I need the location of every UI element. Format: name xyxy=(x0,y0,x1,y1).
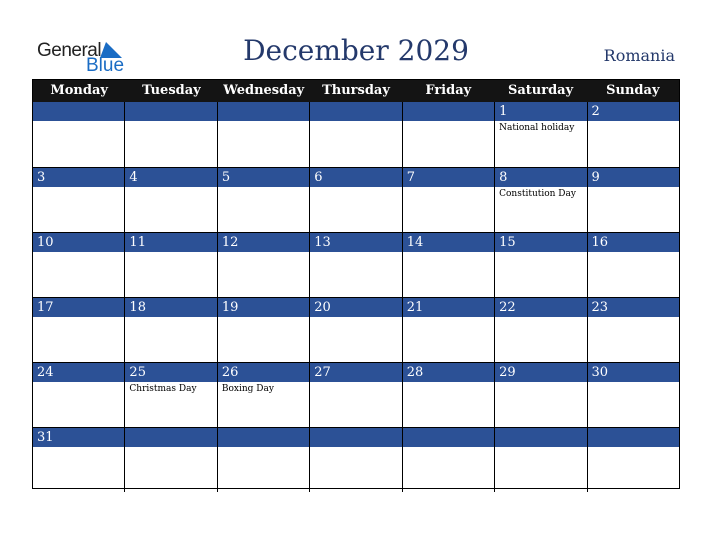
day-cell[interactable] xyxy=(217,233,309,297)
day-cell[interactable] xyxy=(217,428,309,492)
day-cell[interactable] xyxy=(124,102,216,167)
calendar-week-row xyxy=(33,232,679,297)
day-cell[interactable] xyxy=(402,428,494,492)
day-cell[interactable] xyxy=(402,298,494,362)
day-number: 25 xyxy=(125,363,216,382)
day-number: 30 xyxy=(588,363,679,382)
day-cell[interactable] xyxy=(33,233,124,297)
calendar-week-row xyxy=(33,427,679,492)
day-number: 29 xyxy=(495,363,586,382)
day-number: 31 xyxy=(33,428,124,447)
day-number: 4 xyxy=(125,168,216,187)
day-cell[interactable] xyxy=(587,168,679,232)
day-number: 22 xyxy=(495,298,586,317)
day-cell[interactable] xyxy=(33,168,124,232)
weekday-sunday: Sunday xyxy=(606,83,660,98)
day-number xyxy=(588,428,679,447)
holiday-label: Constitution Day xyxy=(499,189,576,199)
weekday-monday: Monday xyxy=(50,83,108,98)
day-number: 19 xyxy=(218,298,309,317)
day-cell[interactable] xyxy=(124,298,216,362)
day-cell[interactable] xyxy=(587,102,679,167)
day-number: 21 xyxy=(403,298,494,317)
day-cell[interactable] xyxy=(217,102,309,167)
day-cell[interactable] xyxy=(124,428,216,492)
day-number: 14 xyxy=(403,233,494,252)
day-cell[interactable] xyxy=(402,168,494,232)
day-cell[interactable] xyxy=(124,363,216,427)
day-number: 18 xyxy=(125,298,216,317)
weeks-container xyxy=(33,102,679,492)
day-cell[interactable] xyxy=(494,102,586,167)
calendar-week-row xyxy=(33,297,679,362)
weekday-wednesday: Wednesday xyxy=(223,83,305,98)
day-number xyxy=(403,428,494,447)
day-cell[interactable] xyxy=(309,233,401,297)
calendar-title: December 2029 xyxy=(243,34,469,67)
day-number: 2 xyxy=(588,102,679,121)
day-cell[interactable] xyxy=(309,428,401,492)
day-number: 17 xyxy=(33,298,124,317)
day-number: 3 xyxy=(33,168,124,187)
country-label: Romania xyxy=(603,46,675,65)
day-cell[interactable] xyxy=(217,168,309,232)
day-cell[interactable] xyxy=(309,298,401,362)
day-cell[interactable] xyxy=(309,363,401,427)
day-number: 6 xyxy=(310,168,401,187)
day-cell[interactable] xyxy=(494,428,586,492)
day-number xyxy=(33,102,124,121)
weekday-header xyxy=(33,80,679,102)
day-number: 20 xyxy=(310,298,401,317)
brand-name-blue: Blue xyxy=(86,55,125,76)
day-cell[interactable] xyxy=(587,298,679,362)
day-cell[interactable] xyxy=(33,428,124,492)
day-number xyxy=(403,102,494,121)
day-number xyxy=(218,102,309,121)
day-number: 26 xyxy=(218,363,309,382)
day-cell[interactable] xyxy=(494,233,586,297)
day-cell[interactable] xyxy=(587,428,679,492)
day-cell[interactable] xyxy=(402,363,494,427)
day-number xyxy=(125,428,216,447)
day-number: 24 xyxy=(33,363,124,382)
day-cell[interactable] xyxy=(402,233,494,297)
calendar-week-row xyxy=(33,167,679,232)
day-number: 1 xyxy=(495,102,586,121)
day-number xyxy=(310,102,401,121)
day-number xyxy=(495,428,586,447)
day-cell[interactable] xyxy=(494,363,586,427)
day-number: 7 xyxy=(403,168,494,187)
day-cell[interactable] xyxy=(217,363,309,427)
day-number: 5 xyxy=(218,168,309,187)
day-number: 27 xyxy=(310,363,401,382)
day-number: 9 xyxy=(588,168,679,187)
day-number: 23 xyxy=(588,298,679,317)
day-cell[interactable] xyxy=(587,363,679,427)
day-cell[interactable] xyxy=(33,298,124,362)
day-cell[interactable] xyxy=(494,168,586,232)
day-cell[interactable] xyxy=(124,233,216,297)
holiday-label: Boxing Day xyxy=(221,384,274,394)
day-number xyxy=(310,428,401,447)
calendar-grid xyxy=(32,79,680,489)
day-number: 15 xyxy=(495,233,586,252)
day-cell[interactable] xyxy=(124,168,216,232)
day-cell[interactable] xyxy=(309,102,401,167)
day-number xyxy=(218,428,309,447)
day-number: 16 xyxy=(588,233,679,252)
holiday-label: Christmas Day xyxy=(129,384,197,394)
day-cell[interactable] xyxy=(494,298,586,362)
weekday-saturday: Saturday xyxy=(507,83,574,98)
day-cell[interactable] xyxy=(217,298,309,362)
weekday-friday: Friday xyxy=(425,83,472,98)
day-cell[interactable] xyxy=(33,363,124,427)
day-number xyxy=(125,102,216,121)
weekday-thursday: Thursday xyxy=(322,83,390,98)
day-number: 28 xyxy=(403,363,494,382)
calendar-week-row xyxy=(33,362,679,427)
weekday-tuesday: Tuesday xyxy=(142,83,201,98)
day-cell[interactable] xyxy=(309,168,401,232)
brand-name-general: General xyxy=(37,40,102,61)
day-cell[interactable] xyxy=(587,233,679,297)
day-cell[interactable] xyxy=(402,102,494,167)
day-number: 12 xyxy=(218,233,309,252)
day-cell[interactable] xyxy=(33,102,124,167)
calendar-week-row xyxy=(33,102,679,167)
day-number: 8 xyxy=(495,168,586,187)
holiday-label: National holiday xyxy=(499,123,575,133)
day-number: 10 xyxy=(33,233,124,252)
day-number: 11 xyxy=(125,233,216,252)
day-number: 13 xyxy=(310,233,401,252)
